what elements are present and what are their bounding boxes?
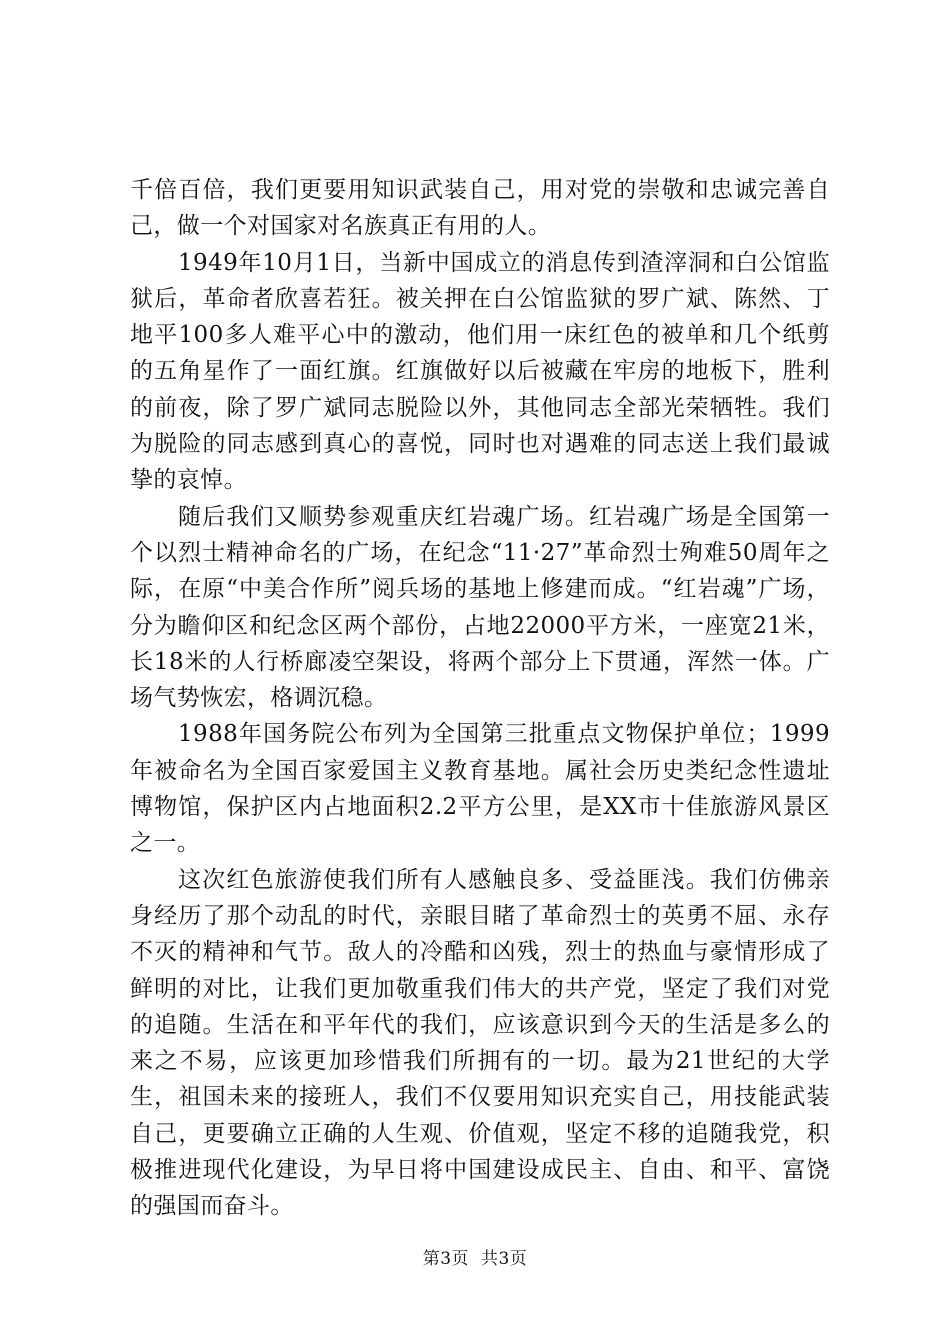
paragraph-hongyanhun-square: 随后我们又顺势参观重庆红岩魂广场。红岩魂广场是全国第一个以烈士精神命名的广场，在纪念“11·27”革命烈士殉难50周年之际，在原“中美合作所”阅兵场的基地上修建而成。“红岩魂”广场，分为瞻仰区和纪念区两个部份，占地22000平方米，一座宽21米，长18米的人行桥廊凌空架设，将两个部分上下贯通，浑然一体。广场气势恢宏，格调沉稳。 (130, 503, 830, 712)
paragraph-heritage-status: 1988年国务院公布列为全国第三批重点文物保护单位；1999年被命名为全国百家爱国主义教育基地。属社会历史类纪念性遗址博物馆，保护区内占地面积2.2平方公里，是XX市十佳旅游风景区之一。 (130, 721, 830, 857)
document-body (130, 172, 830, 1225)
page-total: 共3页 (480, 1249, 528, 1269)
paragraph-reflection: 这次红色旅游使我们所有人感触良多、受益匪浅。我们仿佛亲身经历了那个动乱的时代，亲眼目睹了革命烈士的英勇不屈、永存不灭的精神和气节。敌人的冷酷和凶残，烈士的热血与豪情形成了鲜明的对比，让我们更加敬重我们伟大的共产党，坚定了我们对党的追随。生活在和平年代的我们，应该意识到今天的生活是多么的来之不易，应该更加珍惜我们所拥有的一切。最为21世纪的大学生，祖国未来的接班人，我们不仅要用知识充实自己，用技能武装自己，更要确立正确的人生观、价值观，坚定不移的追随我党，积极推进现代化建设，为早日将中国建设成民主、自由、和平、富饶的强国而奋斗。 (130, 866, 830, 1220)
paragraph-red-flag: 1949年10月1日，当新中国成立的消息传到渣滓洞和白公馆监狱后，革命者欣喜若狂。被关押在白公馆监狱的罗广斌、陈然、丁地平100多人难平心中的激动，他们用一床红色的被单和几个纸剪的五角星作了一面红旗。红旗做好以后被藏在牢房的地板下，胜利的前夜，除了罗广斌同志脱险以外，其他同志全部光荣牺牲。我们为脱险的同志感到真心的喜悦，同时也对遇难的同志送上我们最诚挚的哀悼。 (130, 249, 830, 494)
paragraph-continuation: 千倍百倍，我们更要用知识武装自己，用对党的崇敬和忠诚完善自己，做一个对国家对名族真正有用的人。 (130, 177, 830, 240)
page-number: 第3页 (422, 1249, 470, 1269)
page-footer (0, 1244, 950, 1269)
